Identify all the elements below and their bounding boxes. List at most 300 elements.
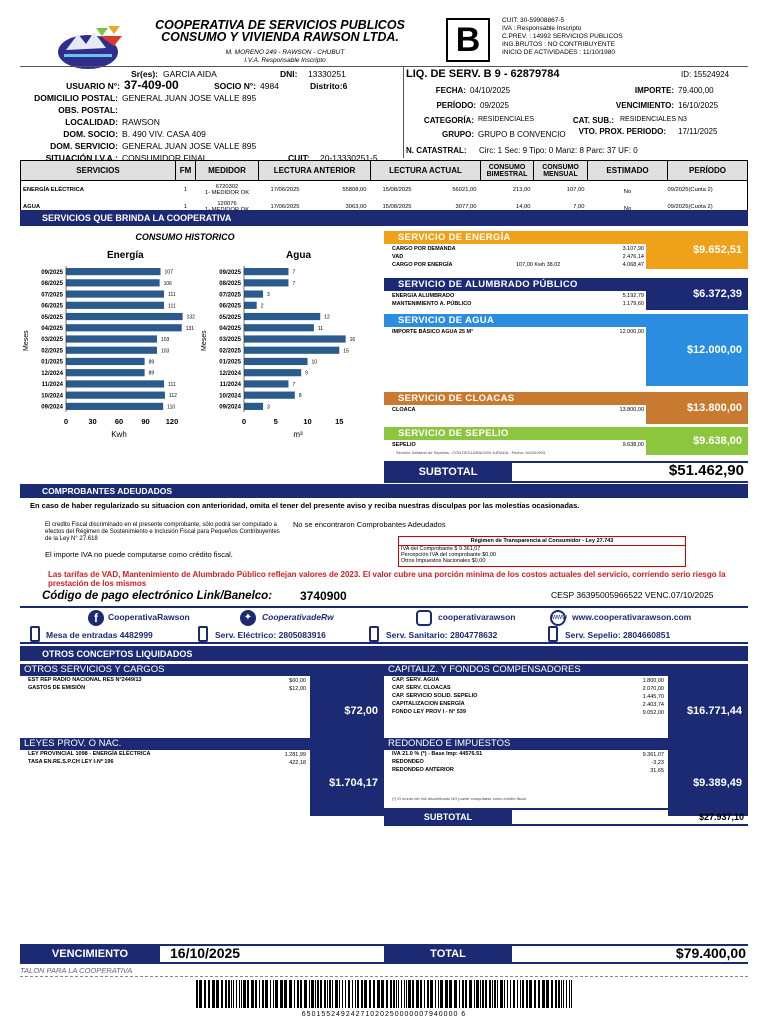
obs-label: OBS. POSTAL: xyxy=(58,105,118,115)
barcode-bar xyxy=(513,980,515,1008)
th-medidor: MEDIDOR xyxy=(196,161,259,181)
barcode-bar xyxy=(551,980,553,1008)
catsub-label: CAT. SUB.: xyxy=(572,116,614,125)
barcode-bar xyxy=(546,980,549,1008)
chart-value-label: 103 xyxy=(160,337,170,344)
chart-bar xyxy=(66,268,161,275)
otros-item-value: -3,23 xyxy=(651,760,664,766)
otros-total-otros_serv: $72,00 xyxy=(310,676,384,746)
barcode-bar xyxy=(280,980,283,1008)
chart-category-label: 01/2025 xyxy=(219,359,241,366)
row-bim: 14,00 xyxy=(515,204,531,211)
row-men: 7,00 xyxy=(573,204,585,211)
chart-value-label: 111 xyxy=(168,381,176,388)
transp-iva: IVA del Comprobante $ 9.361,07 xyxy=(401,546,481,552)
row-servicio: AGUA xyxy=(23,204,41,211)
periodo: 09/2025 xyxy=(480,101,509,110)
chart-category-label: 01/2025 xyxy=(41,359,63,366)
row-ant-date: 17/06/2025 xyxy=(270,204,300,211)
barcode-bar xyxy=(393,980,395,1008)
barcode-bar xyxy=(300,980,302,1008)
th-fm: FM xyxy=(176,161,196,181)
barcode-bar xyxy=(196,980,198,1008)
chart-value-label: 7 xyxy=(292,280,296,287)
barcode-bar xyxy=(563,980,564,1008)
otros-item-value: 9.361,07 xyxy=(642,752,664,758)
row-medidor: 6720302 xyxy=(215,183,239,190)
barcode-bar xyxy=(520,980,521,1008)
panel-item-label: CLOACA xyxy=(392,407,416,413)
otros-item-value: 1.800,00 xyxy=(642,678,664,684)
subtotal2-value: $27.937,10 xyxy=(698,812,744,822)
grupo: GRUPO B CONVENCIO xyxy=(478,130,566,139)
facebook-icon: f xyxy=(88,610,104,626)
barcode-bar xyxy=(538,980,540,1008)
panel-item-label: SEPELIO xyxy=(392,442,416,448)
chart-value-label: 110 xyxy=(167,404,176,411)
chart-category-label: 08/2025 xyxy=(41,281,63,288)
row-fm: 1 xyxy=(183,204,188,211)
barcode-bar xyxy=(255,980,257,1008)
chart-agua xyxy=(196,244,366,444)
chart-bar xyxy=(244,324,314,331)
phone-sanitario: Serv. Sanitario: 2804778632 xyxy=(386,630,498,640)
row-bim: 213,00 xyxy=(512,186,531,193)
barcode-bar xyxy=(522,980,524,1008)
row-act-date: 15/08/2025 xyxy=(382,204,412,211)
chart-category-label: 02/2025 xyxy=(41,348,63,355)
usuario-label: USUARIO N°: xyxy=(66,81,120,91)
twitter-link[interactable]: CooperativadeRw xyxy=(262,612,334,622)
barcode-bar xyxy=(440,980,443,1008)
chart-xlabel: Kwh xyxy=(111,430,127,439)
barcode-bar xyxy=(480,980,481,1008)
chart-xlabel: m³ xyxy=(293,430,303,439)
coop-ingbrutos: ING.BRUTOS : NO CONTRIBUYENTE xyxy=(502,41,615,48)
phone-mesa: Mesa de entradas 4482999 xyxy=(46,630,153,640)
coop-iva-cond: IVA : Responsable Inscripto xyxy=(502,25,582,32)
chart-value-label: 10 xyxy=(311,359,318,366)
chart-category-label: 12/2024 xyxy=(219,370,241,377)
chart-tick-label: 15 xyxy=(335,417,344,426)
panel-title-sepelio: SERVICIO DE SEPELIO xyxy=(384,427,646,440)
categoria-label: CATEGORÍA: xyxy=(423,116,474,125)
chart-tick-label: 10 xyxy=(303,417,312,426)
barcode-bar xyxy=(342,980,343,1008)
services-table xyxy=(20,160,748,217)
barcode-bar xyxy=(377,980,380,1008)
barcode-bar xyxy=(500,980,503,1008)
chart-bar xyxy=(66,302,164,309)
liq-id: ID: 15524924 xyxy=(681,70,730,79)
localidad-label: LOCALIDAD: xyxy=(65,117,118,127)
panel-item-value: 12.000,00 xyxy=(619,329,644,335)
vto-prox: 17/11/2025 xyxy=(678,127,718,136)
subtotal2-label: SUBTOTAL xyxy=(384,810,512,824)
codigo-pago: 3740900 xyxy=(300,589,347,603)
barcode-bar xyxy=(485,980,487,1008)
row-act: 3077,00 xyxy=(455,204,477,211)
usuario-number: 37-409-00 xyxy=(124,78,179,92)
row-medidor-status: 1- MEDIDOR OK xyxy=(204,189,250,196)
th-consumo-bimestral: CONSUMO BIMESTRAL xyxy=(481,161,534,181)
venc: 16/10/2025 xyxy=(678,101,719,110)
chart-tick-label: 0 xyxy=(241,417,247,426)
ncat-label: N. CATASTRAL: xyxy=(406,146,467,155)
barcode-bar xyxy=(243,980,246,1008)
barcode-bar xyxy=(233,980,234,1008)
th-lectura-anterior: LECTURA ANTERIOR xyxy=(259,161,371,181)
barcode-bar xyxy=(469,980,472,1008)
client-cuit: 20-13330251-5 xyxy=(320,153,378,163)
chart-bar xyxy=(244,369,301,376)
chart-bar xyxy=(244,279,288,286)
transp-percepcion: Percepción IVA del comprobante $0,00 xyxy=(401,552,496,558)
chart-value-label: 9 xyxy=(305,370,308,377)
barcode-bar xyxy=(401,980,402,1008)
comprobantes-header: COMPROBANTES ADEUDADOS xyxy=(20,484,748,498)
web-link[interactable]: www.cooperativarawson.com xyxy=(572,612,692,622)
chart-bar xyxy=(66,403,163,410)
barcode-bar xyxy=(474,980,475,1008)
otros-item-label: CAP. SERV. AGUA xyxy=(392,677,440,683)
otros-item-label: REDONDEO xyxy=(392,759,424,765)
chart-value-label: 8 xyxy=(298,393,302,400)
panel-item-value: 4.068,47 xyxy=(622,262,644,268)
subtotal-value: $51.462,90 xyxy=(668,462,744,479)
chart-ylabel: Meses xyxy=(201,330,208,351)
barcode-bar xyxy=(262,980,264,1008)
chart-value-label: 132 xyxy=(186,314,195,321)
footer-total-label: TOTAL xyxy=(384,946,512,962)
barcode-bar xyxy=(427,980,429,1008)
barcode-bar xyxy=(339,980,340,1008)
panel-title-agua: SERVICIO DE AGUA xyxy=(384,314,646,327)
web-icon: www xyxy=(550,610,566,626)
chart-value-label: 112 xyxy=(168,393,177,400)
panel-item-value: 1.179,60 xyxy=(622,301,644,307)
otros-item-label: GASTOS DE EMISIÓN xyxy=(28,685,86,691)
chart-tick-label: 60 xyxy=(114,417,124,426)
barcode-bar xyxy=(332,980,333,1008)
barcode-bar xyxy=(335,980,338,1008)
chart-category-label: 10/2024 xyxy=(219,393,241,400)
barcode-bar xyxy=(489,980,491,1008)
chart-category-label: 11/2024 xyxy=(219,382,241,389)
chart-category-label: 10/2024 xyxy=(41,393,63,400)
no-comprobantes: No se encontraron Comprobantes Adeudados xyxy=(293,520,446,529)
barcode-bar xyxy=(408,980,411,1008)
barcode-bar xyxy=(459,980,460,1008)
phone-icon xyxy=(369,626,379,642)
chart-title: Agua xyxy=(286,250,311,261)
barcode-bar xyxy=(311,980,314,1008)
chart-category-label: 03/2025 xyxy=(41,337,63,344)
otros-item-value: 2.403,74 xyxy=(642,702,664,708)
barcode-bar xyxy=(398,980,399,1008)
barcode-bar xyxy=(571,980,572,1008)
panel-item-label: IMPORTE BÁSICO AGUA 25 M³ xyxy=(392,329,473,335)
row-act: 56021,00 xyxy=(452,186,477,193)
chart-category-label: 06/2025 xyxy=(219,303,241,310)
otros-item-value: 1.281,99 xyxy=(284,752,306,758)
liq-title: LIQ. DE SERV. B 9 - 62879784 xyxy=(406,68,560,80)
panel-item-value: 13.800,00 xyxy=(619,407,644,413)
panel-item-measure: 107,00 Kwh 38,02 xyxy=(516,262,561,268)
dni-label: DNI: xyxy=(280,69,298,79)
chart-bar xyxy=(66,335,157,342)
panel-total-alumbrado: $6.372,39 xyxy=(646,278,748,310)
coop-cuit: CUIT: 30-59908867-5 xyxy=(502,17,565,24)
ncat: Circ: 1 Sec: 9 Tipo: 0 Manz: 8 Parc: 37 UF: 0 xyxy=(479,146,638,155)
barcode-bar xyxy=(566,980,567,1008)
barcode-bar xyxy=(270,980,271,1008)
barcode-bar xyxy=(412,980,414,1008)
barcode-bar xyxy=(369,980,371,1008)
barcode-bar xyxy=(438,980,439,1008)
otros-item-label: TASA EN.RE.S.P.CH LEY I-Nº 196 xyxy=(28,759,114,765)
barcode-bar xyxy=(406,980,407,1008)
th-servicios: SERVICIOS xyxy=(21,161,176,181)
barcode-bar xyxy=(396,980,397,1008)
row-medidor: 120076 xyxy=(217,201,237,208)
chart-bar xyxy=(66,392,165,399)
row-act-date: 15/08/2025 xyxy=(382,186,412,193)
facebook-link[interactable]: CooperativaRawson xyxy=(108,612,190,622)
barcode-bar xyxy=(199,980,202,1008)
situacion-label: SITUACIÓN I.V.A.: xyxy=(45,153,118,163)
dom-postal: GENERAL JUAN JOSE VALLE 895 xyxy=(122,93,257,103)
panel-item-label: MANTENIMIENTO A. PÚBLICO xyxy=(392,301,472,307)
chart-bar xyxy=(66,313,183,320)
chart-category-label: 06/2025 xyxy=(41,303,63,310)
chart-value-label: 106 xyxy=(163,280,172,287)
localidad: RAWSON xyxy=(122,117,160,127)
chart-category-label: 09/2025 xyxy=(219,269,241,276)
chart-bar xyxy=(244,313,320,320)
chart-bar xyxy=(244,380,288,387)
barcode-bar xyxy=(542,980,545,1008)
barcode-bar xyxy=(348,980,350,1008)
barcode-bar xyxy=(449,980,452,1008)
barcode-bar xyxy=(558,980,560,1008)
chart-bar xyxy=(244,302,257,309)
categoria: RESIDENCIALES xyxy=(478,116,535,123)
barcode-bar xyxy=(309,980,310,1008)
barcode-bar xyxy=(329,980,331,1008)
otros-item-label: REDONDEO ANTERIOR xyxy=(392,767,454,773)
chart-category-label: 09/2025 xyxy=(41,269,63,276)
chart-energia xyxy=(18,244,195,444)
barcode-bar xyxy=(435,980,436,1008)
barcode-bar xyxy=(476,980,479,1008)
grupo-label: GRUPO: xyxy=(442,130,474,139)
socio-number: 4984 xyxy=(260,81,279,91)
chart-category-label: 07/2025 xyxy=(41,292,63,299)
panel-total-sepelio: $9.638,00 xyxy=(646,427,748,455)
barcode-bar xyxy=(492,980,493,1008)
barcode-bar xyxy=(259,980,260,1008)
chart-category-label: 05/2025 xyxy=(219,314,241,321)
chart-value-label: 12 xyxy=(324,314,330,321)
row-servicio: ENERGÍA ELÉCTRICA xyxy=(23,186,84,193)
dom-servicio-label: DOM. SERVICIO: xyxy=(50,141,118,151)
chart-bar xyxy=(244,347,339,354)
barcode-bar xyxy=(534,980,536,1008)
panel-item-value: 9.638,00 xyxy=(622,442,644,448)
phone-electrico: Serv. Eléctrico: 2805083916 xyxy=(215,630,326,640)
barcode-bar xyxy=(424,980,425,1008)
barcode-bar xyxy=(357,980,359,1008)
periodo-label: PERÍODO: xyxy=(436,101,476,110)
chart-bar xyxy=(66,347,157,354)
cuit-label: CUIT: xyxy=(288,153,310,163)
barcode-bar xyxy=(482,980,484,1008)
chart-category-label: 02/2025 xyxy=(219,348,241,355)
barcode-bar xyxy=(241,980,242,1008)
phone-sepelio: Serv. Sepelio: 2804660851 xyxy=(565,630,671,640)
chart-value-label: 89 xyxy=(148,359,155,366)
instagram-link[interactable]: cooperativarawson xyxy=(438,612,516,622)
chart-bar xyxy=(244,335,346,342)
chart-bar xyxy=(244,358,308,365)
panel-item-value: 3.107,90 xyxy=(622,246,644,252)
panel-total-energia: $9.652,51 xyxy=(646,231,748,269)
coop-logo xyxy=(56,22,126,70)
barcode-bar xyxy=(529,980,532,1008)
subtotal-label: SUBTOTAL xyxy=(384,463,512,481)
otros-item-label: FONDO LEY PROV I - N° 539 xyxy=(392,709,466,715)
dom-servicio: GENERAL JUAN JOSE VALLE 895 xyxy=(122,141,257,151)
distrito: Distrito:6 xyxy=(310,81,348,91)
barcode-bar xyxy=(304,980,307,1008)
barcode-bar xyxy=(315,980,316,1008)
barcode-bar xyxy=(327,980,328,1008)
otros-item-value: $60,00 xyxy=(289,678,306,684)
chart-value-label: 111 xyxy=(168,303,176,310)
barcode-bar xyxy=(454,980,457,1008)
chart-bar xyxy=(66,279,160,286)
otros-title-capital: CAPITALIZ. Y FONDOS COMPENSADORES xyxy=(384,664,748,676)
barcode-bar xyxy=(494,980,496,1008)
panel-item-value: 2.476,14 xyxy=(622,254,644,260)
chart-value-label: 111 xyxy=(168,292,176,299)
barcode-bar xyxy=(507,980,508,1008)
barcode-bar xyxy=(275,980,278,1008)
row-fm: 1 xyxy=(183,186,188,193)
barcode-bar xyxy=(284,980,287,1008)
situacion-iva: CONSUMIDOR FINAL xyxy=(122,153,208,163)
credito-fiscal-text: El credito Fiscal discriminado en el presente comprobante, sólo podrá ser computado a efectos del Régimen de Sostenimiento e Inclusión Fiscal para Pequeños Contribuyentes de la Ley N° 27.618 xyxy=(45,522,280,542)
coop-address: M. MORENO 249 - RAWSON - CHUBUT xyxy=(225,49,345,56)
barcode-bar xyxy=(324,980,326,1008)
client-name: GARCIA AIDA xyxy=(163,69,217,79)
chart-value-label: 16 xyxy=(349,337,356,344)
invoice-letter: B xyxy=(446,18,490,62)
panel-total-agua: $12.000,00 xyxy=(646,314,748,386)
table-row xyxy=(21,181,748,199)
barcode-bar xyxy=(364,980,367,1008)
barcode-bar xyxy=(416,980,419,1008)
barcode-bar xyxy=(373,980,375,1008)
barcode-bar xyxy=(297,980,299,1008)
otros-total-capital: $16.771,44 xyxy=(668,676,748,746)
barcode-bar xyxy=(236,980,237,1008)
servicios-header: SERVICIOS QUE BRINDA LA COOPERATIVA xyxy=(20,210,748,226)
barcode-bar xyxy=(510,980,511,1008)
panel-title-cloacas: SERVICIO DE CLOACAS xyxy=(384,392,646,405)
dom-socio: B. 490 VIV. CASA 409 xyxy=(122,129,206,139)
barcode-bar xyxy=(404,980,405,1008)
barcode-bar xyxy=(265,980,268,1008)
chart-value-label: 103 xyxy=(160,348,170,355)
aviso-text: En caso de haber regularizado su situacion con anterioridad, omita el tener del presente aviso y reciba nuestras disculpas por las molestias ocasionadas. xyxy=(30,501,580,510)
row-ant-date: 17/06/2025 xyxy=(270,186,300,193)
barcode-bar xyxy=(231,980,232,1008)
otros-item-label: LEY PROVINCIAL 1098 - ENERGÍA ELÉCTRICA xyxy=(28,751,151,757)
venc-label: VENCIMIENTO: xyxy=(615,101,674,110)
chart-value-label: 15 xyxy=(343,348,349,355)
panel-item-label: ENERGIA ALUMBRADO xyxy=(392,293,455,299)
chart-value-label: 89 xyxy=(148,370,155,377)
otros-item-label: CAP. SERV. CLOACAS xyxy=(392,685,451,691)
otros-note: (*) El monto del IVA discriminado NO puede computarse como crédito fiscal xyxy=(392,796,526,801)
panel-note: Servicio Solidario de Sepelios : CON DECLARACION JURADA - Fecha: 10/03/1993 xyxy=(396,450,545,455)
chart-value-label: 2 xyxy=(260,303,264,310)
coop-name-2: CONSUMO Y VIVIENDA RAWSON LTDA. xyxy=(161,30,399,44)
otros-item-label: IVA 21.0 % (*) - Base Imp: 44576.51 xyxy=(392,751,483,757)
barcode-bar xyxy=(294,980,295,1008)
chart-bar xyxy=(66,324,182,331)
barcode-bar xyxy=(381,980,384,1008)
chart-category-label: 04/2025 xyxy=(219,326,241,333)
barcode-bar xyxy=(526,980,528,1008)
chart-ylabel: Meses xyxy=(23,330,30,351)
chart-bar xyxy=(66,358,145,365)
panel-title-alumbrado: SERVICIO DE ALUMBRADO PÚBLICO xyxy=(384,278,646,291)
otros-item-label: EST REP RADIO NACIONAL RES N°2449/13 xyxy=(28,677,142,683)
barcode-bar xyxy=(204,980,206,1008)
barcode-bar xyxy=(355,980,356,1008)
barcode-bar xyxy=(420,980,422,1008)
chart-category-label: 03/2025 xyxy=(219,337,241,344)
barcode-bar xyxy=(239,980,240,1008)
chart-category-label: 09/2024 xyxy=(41,404,63,411)
dom-postal-label: DOMICILIO POSTAL: xyxy=(34,93,118,103)
panel-item-label: CARGO POR ENERGÍA xyxy=(392,262,453,268)
row-ant: 3063,00 xyxy=(345,204,367,211)
barcode-bar xyxy=(430,980,433,1008)
chart-bar xyxy=(244,392,295,399)
cesp: CESP 36395005966522 VENC.07/10/2025 xyxy=(551,590,714,600)
otros-total-redondeo: $9.389,49 xyxy=(668,750,748,816)
phone-icon xyxy=(30,626,40,642)
twitter-icon: ✦ xyxy=(240,610,256,626)
coop-iva: I.V.A. Responsable Inscripto xyxy=(244,57,326,64)
footer-venc: 16/10/2025 xyxy=(170,945,241,961)
phone-icon xyxy=(198,626,208,642)
chart-bar xyxy=(66,380,164,387)
transp-otros: Otros Impuestos Nacionales $0,00 xyxy=(401,558,486,564)
panel-total-cloacas: $13.800,00 xyxy=(646,392,748,424)
otros-item-value: 422,18 xyxy=(289,760,306,766)
transp-title: Régimen de Transparencia al Consumidor - Ley 27.743 xyxy=(399,537,685,546)
transparencia-box xyxy=(398,536,686,567)
barcode-bar xyxy=(225,980,227,1008)
chart-bar xyxy=(66,290,164,297)
th-consumo-mensual: CONSUMO MENSUAL xyxy=(534,161,588,181)
footer-venc-label: VENCIMIENTO xyxy=(20,946,160,962)
